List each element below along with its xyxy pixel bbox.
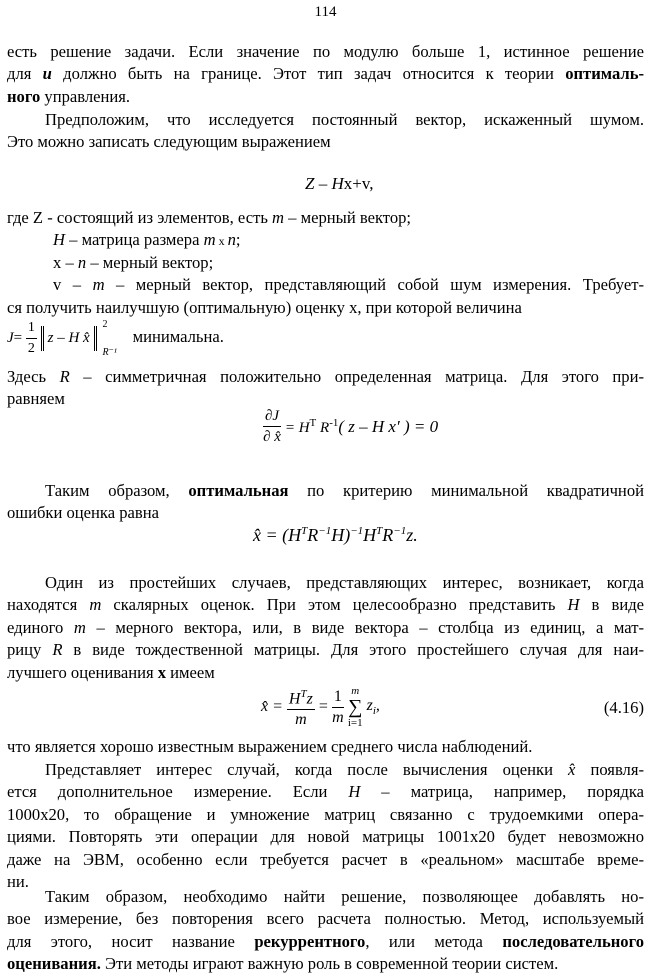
text-line: Здесь R – симметричная положительно определенная матрица. Для этого при- <box>7 367 645 386</box>
text-line: ошибки оценка равна <box>7 503 159 523</box>
text-line: циями. Повторять эти операции для новой матрицы 1001x20 будет невозможно <box>7 827 644 847</box>
text-line: лучшего оценивания x имеем <box>7 662 215 682</box>
text-line: вое измерение, без повторения всего расчета полностью. Метод, используемый <box>7 909 644 929</box>
text-line: даже на ЭВМ, особенно если требуется расчет в «реальном» масштабе време- <box>7 849 644 869</box>
paragraph-6 <box>7 736 644 758</box>
text-line: Представляет интерес случай, когда после вычисления оценки x̂ появля- <box>45 760 644 779</box>
text-line: равняем <box>7 389 65 409</box>
definitions <box>7 207 644 319</box>
text-line: x – n – мерный вектор; <box>53 252 214 272</box>
text-line: 1000x20, то обращение и умножение матриц связанно с трудоемкими опера- <box>7 804 644 824</box>
equation-5: x̂ = $\frac{H^Tz}{m}$ = $\frac{1}{m}$ m ∑ i=1 $z_i$, <box>261 685 380 730</box>
equation-1: Z – Hx+v, <box>305 174 374 193</box>
text-line: Это можно записать следующим выражением <box>7 132 331 152</box>
text-line: что является хорошо известным выражением среднего числа наблюдений. <box>7 737 533 756</box>
paragraph-4 <box>7 480 644 525</box>
text-line: Предположим, что исследуется постоянный вектор, искаженный шумом. <box>45 110 644 129</box>
paragraph-5 <box>7 572 644 684</box>
text-line: ни. <box>7 871 29 891</box>
text-line: v – m – мерный вектор, представляющий собой шум измерения. Требует- <box>53 275 645 295</box>
text-line: для u должно быть на границе. Этот тип задач относится к теории оптималь- <box>7 64 644 84</box>
equation-3: $\frac{\partial J}{\partial x̂}$ = $H^T$ $R^{-1}$( z – H x′ ) = 0 <box>263 408 439 445</box>
paragraph-1 <box>7 41 644 108</box>
text-line: где Z - состоящий из элементов, есть m – мерный вектор; <box>7 208 412 227</box>
text-line: ется дополнительное измерение. Если H – матрица, например, порядка <box>7 782 644 802</box>
text-line: Один из простейших случаев, представляющих интерес, возникает, когда <box>45 573 644 592</box>
text-line: рицу R в виде тождественной матрицы. Для этого простейшего случая для наи- <box>7 640 644 660</box>
text-line: H – матрица размера m x n; <box>53 230 241 250</box>
paragraph-7 <box>7 759 644 893</box>
text-line: единого m – мерного вектора, или, в виде вектора – столбца из единиц, а мат- <box>7 617 645 637</box>
equation-2: J= $\frac{1}{2}$ z – H x̂ 2 R⁻¹ минимальна. <box>7 318 224 358</box>
paragraph-2 <box>7 109 644 154</box>
page-number: 114 <box>314 4 337 20</box>
page <box>7 0 644 973</box>
text-line: ного управления. <box>7 86 131 106</box>
text-line: ся получить наилучшую (оптимальную) оценку x, при которой величина <box>7 297 522 317</box>
text-line: есть решение задачи. Если значение по модулю больше 1, истинное решение <box>7 42 644 61</box>
equation-number: (4.16) <box>603 698 644 717</box>
text-line: оценивания. Эти методы играют важную роль в современной теории систем. <box>7 954 559 974</box>
text-line: Таким образом, необходимо найти решение, позволяющее добавлять но- <box>45 887 644 906</box>
paragraph-3 <box>7 366 644 411</box>
paragraph-8 <box>7 886 644 976</box>
equation-4: x̂ = $(H^TR^{-1}H)^{-1}H^TR^{-1}z$. <box>253 525 418 545</box>
text-line: для этого, носит название рекуррентного, или метода последовательного <box>7 931 645 951</box>
text-line: Таким образом, оптимальная по критерию минимальной квадратичной <box>45 481 644 500</box>
text-line: находятся m скалярных оценок. При этом целесообразно представить H в виде <box>7 595 645 615</box>
